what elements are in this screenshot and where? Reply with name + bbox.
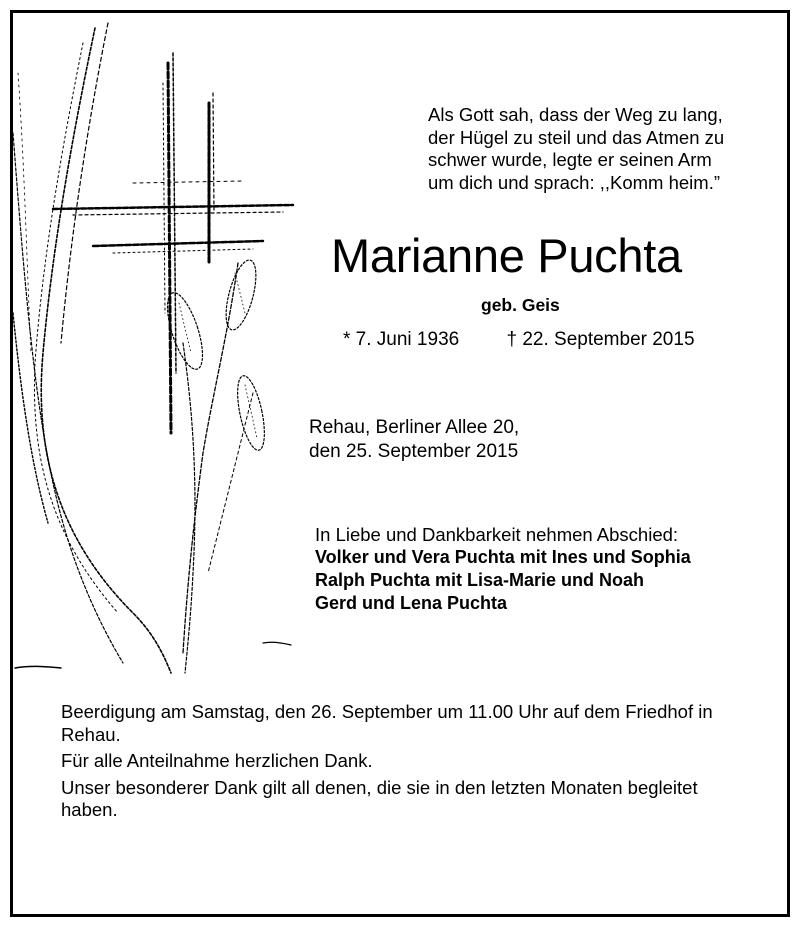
mourner-family: Volker und Vera Puchta mit Ines und Sophia [315,547,691,567]
mourner-family: Gerd und Lena Puchta [315,593,508,613]
address: Rehau, Berliner Allee 20, [309,417,520,438]
farewell-section [315,523,691,615]
death-date: † 22. September 2015 [506,329,695,350]
mourner-family: Ralph Puchta mit Lisa-Marie und Noah [315,570,645,590]
maiden-name: geb. Geis [481,295,560,315]
thanks-note: Für alle Anteilnahme herzlichen Dank. [61,750,373,771]
funeral-note: Beerdigung am Samstag, den 26. September um 11.00 Uhr auf dem Friedhof in Rehau. [61,701,713,745]
cross-with-wheat-icon [13,13,313,683]
poem-line: schwer wurde, legte er seinen Arm [428,149,712,170]
poem-line: der Hügel zu steil und das Atmen zu [428,126,725,148]
place-and-date [309,416,519,463]
special-thanks-note: Unser besonderer Dank gilt all denen, die sie in den letzten Monaten begleitet haben. [61,776,698,820]
poem-line: um dich und sprach: ,,Komm heim.” [428,171,720,193]
footer-notes [61,701,761,826]
birth-date: * 7. Juni 1936 [343,329,460,350]
poem-line: Als Gott sah, dass der Weg zu lang, [428,104,723,125]
notice-date: den 25. September 2015 [309,440,519,462]
farewell-intro: In Liebe und Dankbarkeit nehmen Abschied: [315,524,679,545]
obituary-card [10,10,790,917]
poem [428,104,768,194]
life-dates [343,329,695,351]
deceased-name: Marianne Puchta [331,229,682,282]
